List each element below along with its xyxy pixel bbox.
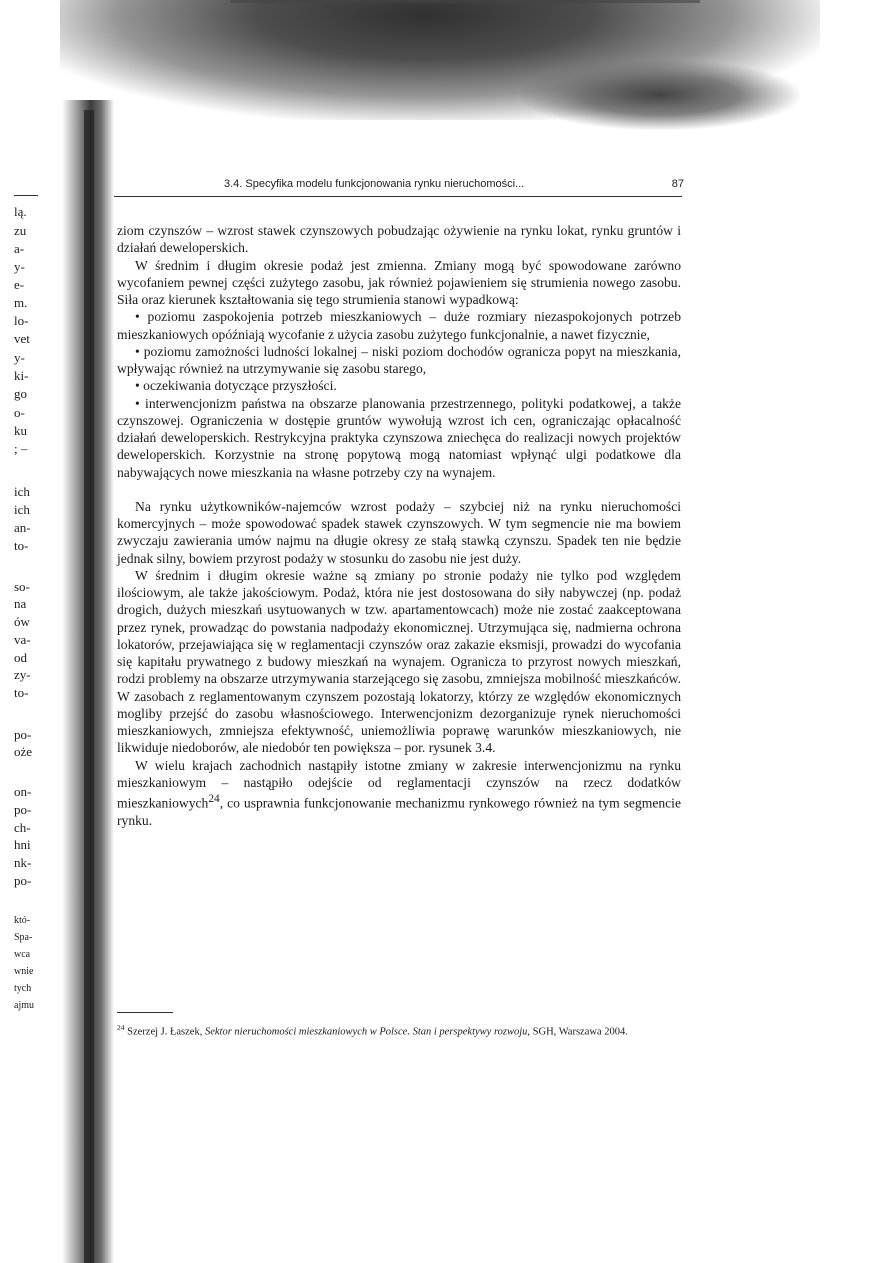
- scan-edge-line: [230, 0, 700, 3]
- left-page-fragment: na: [14, 596, 27, 611]
- paragraph: Na rynku użytkowników-najemców wzrost podaży – szybciej niż na rynku nieruchomości komercyjnych – może spowodować spadek stawek czynszowych. W tym segmencie nie ma bowiem zwyczaju zawierania umów najmu na długie okresy ze stałą stawką czynszu. Spadek ten nie będzie jednak silny, bowiem przyrost podaży w stosunku do zasobu nie jest duży.: [117, 498, 681, 566]
- paragraph-text: W wielu krajach zachodnich nastąpiły istotne zmiany w zakresie interwencjonizmu na rynku mieszkaniowym – nastąpiło odejście od reglamentacji czynszów na rzecz dodatków mieszkaniowych: [117, 757, 681, 811]
- left-page-fragment: po-: [14, 727, 32, 742]
- footnote-number: 24: [117, 1023, 125, 1032]
- left-page-fragment: ch-: [14, 820, 31, 835]
- paragraph: W średnim i długim okresie podaż jest zmienna. Zmiany mogą być spowodowane zarówno wycofaniem pewnej części zużytego zasobu, jak również pojawieniem się strumienia nowego zasobu. Siła oraz kierunek kształtowania się tego strumienia stanowi wypadkową:: [117, 257, 681, 307]
- left-page-fragment: to-: [14, 538, 29, 553]
- left-page-fragment: od: [14, 650, 27, 665]
- footnote-prefix: Szerzej J. Łaszek,: [127, 1026, 205, 1038]
- scan-shadow-top-right: [520, 60, 800, 130]
- footnote-ref: 24: [208, 793, 220, 805]
- left-page-fragment: tych: [14, 983, 32, 994]
- paragraph: [117, 757, 681, 830]
- left-page-fragment: Spa-: [14, 932, 33, 943]
- left-page-fragment: m.: [14, 295, 28, 310]
- left-page-fragment: hni: [14, 837, 31, 852]
- bullet-item: • poziomu zaspokojenia potrzeb mieszkaniowych – duże rozmiary niezaspokojonych potrzeb mieszkaniowych opóźniają wycofanie z użycia zasobu zużytego funkcjonalnie, a nawet fizycznie,: [117, 309, 681, 342]
- left-page-fragment: to-: [14, 685, 29, 700]
- left-page-fragment: y-: [14, 259, 25, 274]
- left-page-fragment: wca: [14, 949, 31, 960]
- left-page-fragment: ki-: [14, 368, 29, 383]
- left-page-fragment: ich: [14, 502, 30, 517]
- left-page-fragment: po-: [14, 873, 32, 888]
- body-text: [117, 222, 681, 829]
- left-page-fragment: ajmu: [14, 1000, 34, 1011]
- left-page-fragment: on-: [14, 784, 32, 799]
- left-page-fragment: an-: [14, 520, 31, 535]
- running-title: 3.4. Specyfika modelu funkcjonowania rynku nieruchomości...: [224, 178, 525, 190]
- left-page-fragment: y-: [14, 350, 25, 365]
- left-page-fragment: nk-: [14, 855, 32, 870]
- footnote: [117, 1020, 681, 1040]
- left-page-fragment: lą.: [14, 204, 27, 219]
- header-rule: [114, 196, 682, 197]
- left-page-fragment: zy-: [14, 667, 31, 682]
- footnote-suffix: , SGH, Warszawa 2004.: [527, 1026, 628, 1038]
- left-page-fragment: po-: [14, 802, 32, 817]
- left-page-fragment: zu: [14, 223, 27, 238]
- page-number: 87: [671, 178, 684, 190]
- footnote-rule: [117, 1012, 173, 1013]
- bullet-item: • interwencjonizm państwa na obszarze planowania przestrzennego, polityki podatkowej, a także czynszowej. Ograniczenia w dostępie gruntów wywołują wzrost ich cen, ograniczając opłacalność działań deweloperskich. Restrykcyjna praktyka czynszowa zniechęca do realizacji nowych projektów deweloperskich. Korzystnie na stronę popytową mogą natomiast wpłynąć ulgi podatkowe dla nabywających nowe mieszkania na własne potrzeby czy na wynajem.: [117, 395, 681, 480]
- left-page-fragment: so-: [14, 579, 30, 594]
- bullet-item: • oczekiwania dotyczące przyszłości.: [135, 378, 337, 394]
- left-page-fragment: oże: [14, 744, 33, 759]
- left-page-fragment: wnie: [14, 966, 34, 977]
- left-page-fragment: e-: [14, 277, 25, 292]
- left-page-fragment: va-: [14, 632, 31, 647]
- scan-speck: [858, 1100, 868, 1114]
- left-page-fragment: lo-: [14, 313, 29, 328]
- book-spine-edge: [84, 110, 94, 1263]
- footnote-title: Sektor nieruchomości mieszkaniowych w Polsce. Stan i perspektywy rozwoju: [204, 1026, 528, 1038]
- left-page-fragment: go: [14, 386, 27, 401]
- left-page-fragment: o-: [14, 405, 25, 420]
- left-page-fragment: któ-: [14, 915, 31, 926]
- left-page-fragment: vet: [14, 331, 30, 346]
- paragraph: W średnim i długim okresie ważne są zmiany po stronie podaży nie tylko pod względem ilościowym, ale także jakościowym. Podaż, która nie jest dostosowana do siły nabywczej (np. podaż drogich, dużych mieszkań usytuowanych w tzw. apartamentowcach) może nie zostać zaakceptowana przez rynek, prowadząc do powstania nadpodaży ekonomicznej. Utrzymująca się, nadmierna ochrona lokatorów, przejawiająca się w reglamentacji czynszów oraz zakazie eksmisji, prowadzi do wycofania się kapitału prywatnego z budowy mieszkań na wynajem. Ogranicza to przyrost nowych mieszkań, rodzi problemy na obszarze utrzymywania starzejącego się zasobu, zmniejsza mobilność mieszkańców. W zasobach z reglamentowanym czynszem pozostają lokatorzy, którzy ze względów ekonomicznych mogliby przejść do zasobu własnościowego. Interwencjonizm dezorganizuje rynek nieruchomości mieszkaniowych, zmniejsza efektywność, uniemożliwia poprawę warunków mieszkaniowych, nie likwiduje niedoborów, ale niedobór ten powiększa – por. rysunek 3.4.: [117, 567, 681, 756]
- bullet-item: • poziomu zamożności ludności lokalnej – niski poziom dochodów ogranicza popyt na mieszkania, wpływając również na utrzymywanie się zasobu starego,: [117, 343, 681, 376]
- left-page-fragment: ku: [14, 423, 27, 438]
- left-page-fragment: a-: [14, 241, 25, 256]
- left-page-rule: [14, 195, 38, 196]
- left-page-fragment: ; –: [14, 441, 28, 456]
- left-page-fragment: ów: [14, 614, 30, 629]
- paragraph: ziom czynszów – wzrost stawek czynszowych pobudzając ożywienie na rynku lokat, rynku gruntów i działań deweloperskich.: [117, 223, 681, 256]
- paragraph-text: , co usprawnia funkcjonowanie mechanizmu rynkowego również na tym segmencie rynku.: [117, 795, 681, 828]
- left-page-fragment: ich: [14, 484, 30, 499]
